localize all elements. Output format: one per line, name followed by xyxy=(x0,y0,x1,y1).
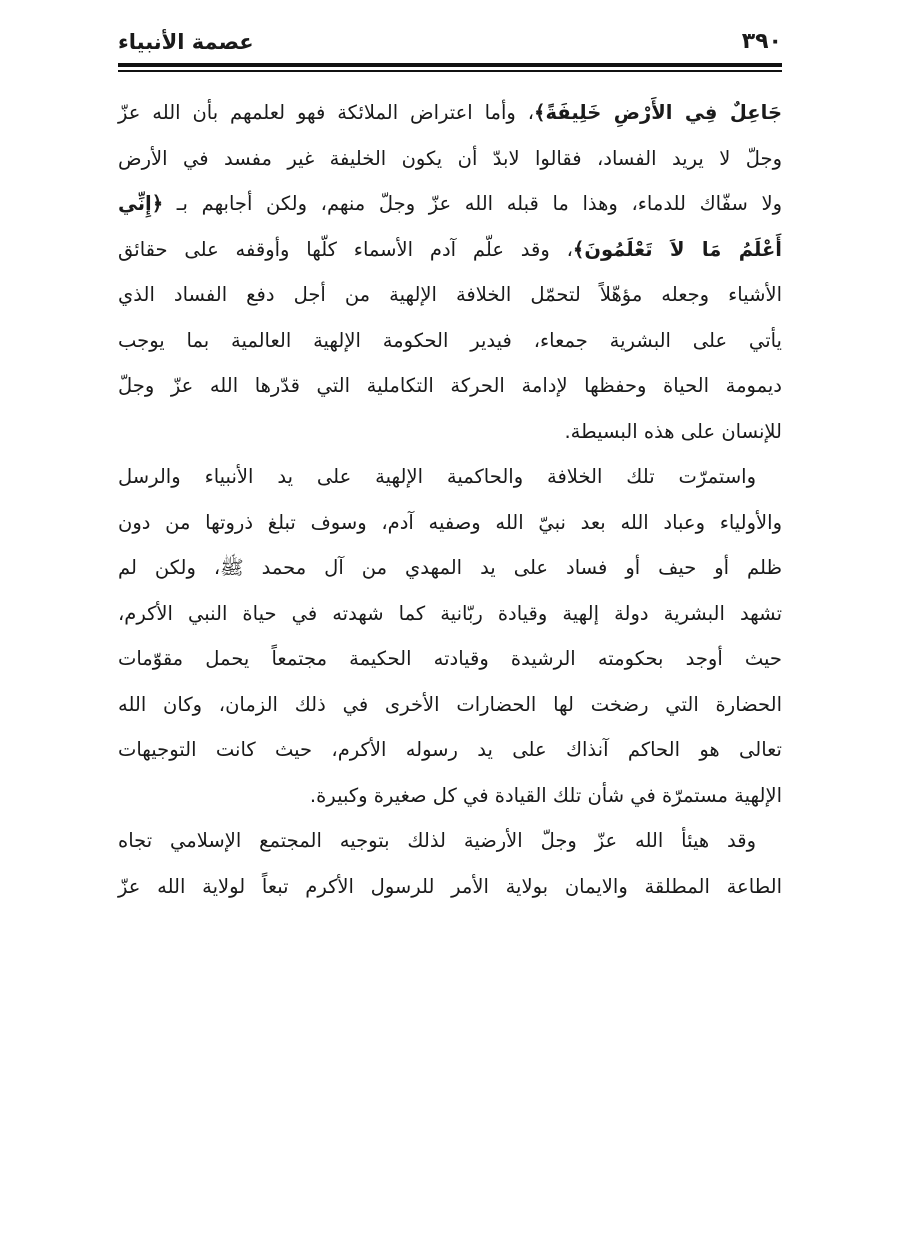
text-run: واستمرّت تلك الخلافة والحاكمية الإلهية على يد الأنبياء والرسل xyxy=(118,465,756,488)
quran-quote: ﴿إِنِّي xyxy=(118,192,164,215)
text-run: للإنسان على هذه البسيطة. xyxy=(564,419,782,443)
header-rule-thick xyxy=(118,63,782,67)
text-run: تشهد البشرية دولة إلهية وقيادة ربّانية كما شهدته في حياة النبي الأكرم، xyxy=(118,601,782,625)
text-run: حيث أوجد بحكومته الرشيدة وقيادته الحكيمة مجتمعاً يحمل مقوّمات xyxy=(118,647,782,670)
page-header xyxy=(118,26,782,58)
text-line xyxy=(118,90,782,136)
text-run: ديمومة الحياة وحفظها لإدامة الحركة التكاملية التي قدّرها الله عزّ وجلّ xyxy=(118,374,782,397)
text-run: ولا سفّاك للدماء، وهذا ما قبله الله عزّ وجلّ منهم، ولكن أجابهم بـ xyxy=(163,192,782,215)
paragraph xyxy=(118,818,782,909)
text-run: يأتي على البشرية جمعاء، فيدير الحكومة الإلهية العالمية بما يوجب xyxy=(118,328,782,352)
text-run: وقد هيئأ الله عزّ وجلّ الأرضية لذلك بتوجيه المجتمع الإسلامي تجاه xyxy=(118,829,756,852)
text-line xyxy=(118,818,782,864)
text-line xyxy=(118,136,782,182)
text-run: الحضارة التي رضخت لها الحضارات الأخرى في ذلك الزمان، وكان الله xyxy=(118,692,782,716)
text-line xyxy=(118,773,782,819)
text-line xyxy=(118,636,782,682)
text-line xyxy=(118,227,782,273)
text-line xyxy=(118,545,782,591)
text-run: ، وقد علّم آدم الأسماء كلّها وأوقفه على حقائق xyxy=(118,237,573,261)
page-number: ٣٩٠ xyxy=(741,29,782,54)
text-line xyxy=(118,727,782,773)
text-run: تعالى هو الحاكم آنذاك على يد رسوله الأكرم، حيث كانت التوجيهات xyxy=(118,738,782,761)
text-line xyxy=(118,454,782,500)
running-title: عصمة الأنبياء xyxy=(118,30,254,54)
text-line xyxy=(118,272,782,318)
text-run: الأشياء وجعله مؤهّلاً لتحمّل الخلافة الإلهية من أجل دفع الفساد الذي xyxy=(118,283,782,306)
quran-quote: أَعْلَمُ مَا لاَ تَعْلَمُونَ﴾ xyxy=(572,237,782,261)
body-text xyxy=(118,90,782,909)
text-run: وجلّ لا يريد الفساد، فقالوا لابدّ أن يكون الخليفة غير مفسد في الأرض xyxy=(118,146,782,170)
text-line xyxy=(118,864,782,910)
paragraph xyxy=(118,90,782,454)
text-run: ، وأما اعتراض الملائكة فهو لعلمهم بأن الله عزّ xyxy=(118,101,535,124)
text-line xyxy=(118,409,782,455)
text-run: الطاعة المطلقة والايمان بولاية الأمر للرسول الأكرم تبعاً لولاية الله عزّ xyxy=(118,874,782,898)
text-line xyxy=(118,500,782,546)
text-line xyxy=(118,181,782,227)
text-line xyxy=(118,318,782,364)
text-run: ظلم أو حيف أو فساد على يد المهدي من آل محمد ﷺ، ولكن لم xyxy=(118,556,782,579)
text-line xyxy=(118,363,782,409)
text-run: الإلهية مستمرّة في شأن تلك القيادة في كل صغيرة وكبيرة. xyxy=(309,783,782,807)
text-run: والأولياء وعباد الله بعد نبيّ الله وصفيه آدم، وسوف تبلغ ذروتها من دون xyxy=(118,510,782,534)
quran-quote: جَاعِلٌ فِي الأَرْضِ خَلِيفَةً﴾ xyxy=(534,101,782,124)
text-line xyxy=(118,591,782,637)
paragraph xyxy=(118,454,782,818)
header-rule-thin xyxy=(118,70,782,72)
text-line xyxy=(118,682,782,728)
